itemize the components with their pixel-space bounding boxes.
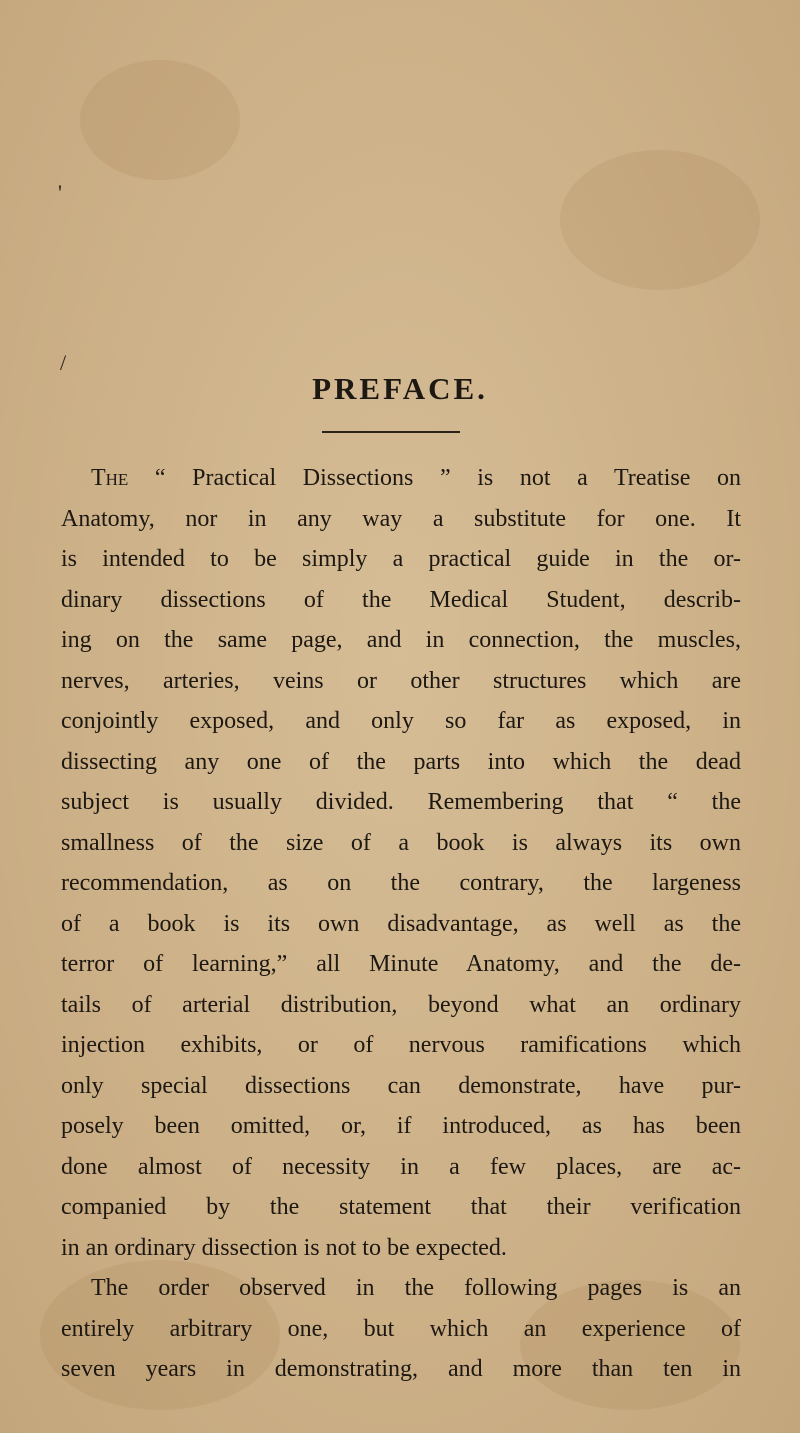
text-line: The order observed in the following pages is an: [91, 1275, 741, 1301]
text-line: companied by the statement that their verification: [61, 1194, 741, 1220]
paper-stain: [560, 150, 760, 290]
text-line: dissecting any one of the parts into which the dead: [61, 748, 741, 775]
text-line: ing on the same page, and in connection, the muscles,: [61, 627, 741, 653]
text-line: in an ordinary dissection is not to be expected.: [61, 1234, 507, 1261]
text-line: nerves, arteries, veins or other structures which are: [61, 667, 741, 694]
preface-text: [61, 458, 741, 1390]
text-line: The “ Practical Dissections ” is not a Treatise on: [91, 465, 741, 491]
text-line: is intended to be simply a practical guide in the or-: [61, 546, 741, 572]
text-line: terror of learning,” all Minute Anatomy, and the de-: [61, 951, 741, 977]
first-word: The: [91, 465, 129, 491]
text-line: done almost of necessity in a few places, are ac-: [61, 1153, 741, 1180]
text-line: tails of arterial distribution, beyond what an ordinary: [61, 991, 741, 1018]
text-line: subject is usually divided. Remembering that “ the: [61, 789, 741, 815]
text-line: conjointly exposed, and only so far as exposed, in: [61, 708, 741, 734]
text-line: dinary dissections of the Medical Student, describ-: [61, 586, 741, 613]
text-line: recommendation, as on the contrary, the largeness: [61, 870, 741, 896]
title-rule: [322, 431, 460, 433]
page-title: PREFACE.: [312, 370, 488, 406]
text-line: Anatomy, nor in any way a substitute for one. It: [61, 505, 741, 532]
text-line: posely been omitted, or, if introduced, as has been: [61, 1113, 741, 1139]
text-line: of a book is its own disadvantage, as well as the: [61, 910, 741, 937]
text-line: entirely arbitrary one, but which an experience of: [61, 1315, 741, 1342]
paper-stain: [80, 60, 240, 180]
margin-speck: /: [60, 350, 67, 375]
text-line: injection exhibits, or of nervous ramifications which: [61, 1032, 741, 1058]
text-line: seven years in demonstrating, and more than ten in: [61, 1356, 741, 1382]
text-line: smallness of the size of a book is always its own: [61, 829, 741, 856]
margin-speck: ': [58, 180, 62, 205]
text-line: only special dissections can demonstrate, have pur-: [61, 1072, 741, 1099]
